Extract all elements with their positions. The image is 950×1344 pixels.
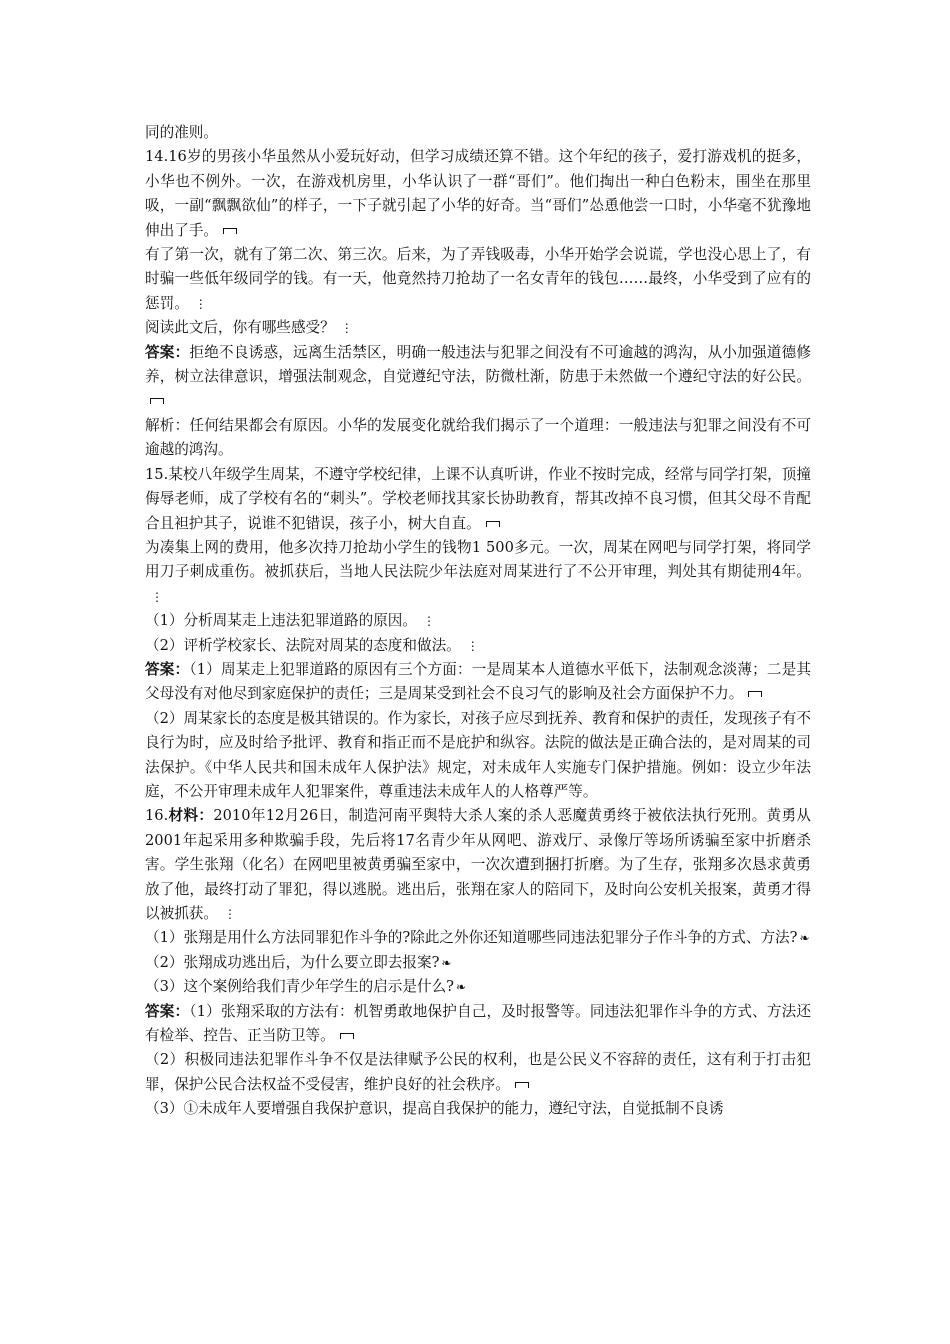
paragraph-text: （3）①未成年人要增强自我保护意识，提高自我保护的能力，遵纪守法，自觉抵制不良诱 (145, 1100, 724, 1118)
swirl-mark-icon: ❧ (799, 931, 810, 946)
paragraph (145, 926, 811, 950)
swirl-mark-icon: ❧ (456, 980, 467, 995)
paragraph-text: 2010年12月26日，制造河南平舆特大杀人案的杀人恶魔黄勇终于被依法执行死刑。黄勇从2001年起采用多种欺骗手段，先后将17名青少年从网吧、游戏厅、录像厅等场所诱骗至家中折磨杀害。学生张翔（化名）在网吧里被黄勇骗至家中，一次次遭到捆打折磨。为了生存，张翔多次恳求黄勇放了他，最终打动了罪犯，得以逃脱。逃出后，张翔在家人的陪同下，及时向公安机关报案，黄勇才得以被抓获。 (145, 807, 811, 922)
paragraph-hook-icon (486, 521, 500, 527)
vertical-ellipsis-icon: ⋮ (151, 589, 162, 604)
vertical-ellipsis-icon: ⋮ (223, 907, 235, 921)
paragraph-text: （1）周某走上犯罪道路的原因有三个方面：一是周某本人道德水平低下，法制观念淡薄；二是其父母没有对他尽到家庭保护的责任；三是周某受到社会不良习气的影响及社会方面保护不力。 (145, 660, 811, 703)
paragraph (145, 1000, 811, 1049)
paragraph (145, 609, 811, 633)
paragraph-text: 有了第一次，就有了第二次、第三次。后来，为了弄钱吸毒，小华开始学会说谎，学也没心思上了，有时骗一些低年级同学的钱。有一天，他竟然持刀抢劫了一名女青年的钱包……最终，小华受到了应有的惩罚。 (145, 246, 811, 312)
paragraph-text: （2）评析学校家长、法院对周某的态度和做法。 (145, 636, 461, 654)
paragraph-hook-icon (515, 1082, 529, 1088)
swirl-mark-icon: ❧ (441, 955, 452, 970)
paragraph (145, 121, 811, 145)
paragraph (145, 804, 811, 926)
vertical-ellipsis-icon: ⋮ (422, 614, 434, 629)
paragraph-text: 拒绝不良诱惑，远离生活禁区，明确一般违法与犯罪之间没有不可逾越的鸿沟，从小加强道德修养，树立法律意识，增强法制观念，自觉遵纪守法，防微杜渐，防患于未然做一个遵纪守法的好公民。 (145, 343, 811, 386)
paragraph (145, 414, 811, 463)
vertical-ellipsis-icon: ⋮ (340, 321, 352, 336)
paragraph (145, 243, 811, 316)
paragraph-hook-icon (223, 228, 237, 234)
paragraph-text: （2）张翔成功逃出后，为什么要立即去报案? (145, 953, 440, 971)
paragraph-text: （3）这个案例给我们青少年学生的启示是什么? (145, 978, 454, 996)
paragraph (145, 316, 811, 340)
vertical-ellipsis-icon: ⋮ (466, 638, 478, 653)
answer-label: 答案： (145, 1002, 190, 1020)
paragraph-text: （2）积极同违法犯罪作斗争不仅是法律赋予公民的权利，也是公民义不容辞的责任，这有利于打击犯罪，保护公民合法权益不受侵害，维护良好的社会秩序。 (145, 1051, 811, 1093)
paragraph (145, 1048, 811, 1097)
question-number: 16. (145, 807, 169, 825)
paragraph (145, 975, 811, 999)
paragraph-text: 解析：任何结果都会有原因。小华的发展变化就给我们揭示了一个道理：一般违法与犯罪之间没有不可逾越的鸿沟。 (145, 416, 811, 459)
paragraph (145, 145, 811, 243)
paragraph-text: （1）分析周某走上违法犯罪道路的原因。 (145, 612, 417, 630)
paragraph (145, 463, 811, 536)
answer-label: 材料： (168, 807, 214, 825)
paragraph (145, 951, 811, 975)
paragraph-text: （1）张翔采取的方法有：机智勇敢地保护自己，及时报警等。同违法犯罪作斗争的方式、方法还有检举、控告、正当防卫等。 (145, 1002, 811, 1045)
vertical-ellipsis-icon: ⋮ (194, 296, 206, 311)
paragraph-text: （2）周某家长的态度是极其错误的。作为家长，对孩子应尽到抚养、教育和保护的责任，发现孩子有不良行为时，应及时给予批评、教育和指正而不是庇护和纵容。法院的做法是正确合法的，是对周某的司法保护。《中华人民共和国未成年人保护法》规定，对未成年人实施专门保护措施。例如：设立少年法庭，不公开审理未成年人犯罪案件，尊重违法未成年人的人格尊严等。 (145, 709, 812, 800)
paragraph (145, 658, 811, 707)
paragraph (145, 536, 811, 609)
paragraph (145, 1097, 811, 1121)
paragraph-hook-icon (340, 1033, 354, 1039)
paragraph-hook-icon (150, 398, 164, 404)
document-page (145, 121, 811, 1122)
paragraph (145, 634, 811, 658)
answer-label: 答案： (145, 660, 190, 678)
paragraph-text: 为凑集上网的费用，他多次持刀抢劫小学生的钱物1 500多元。一次，周某在网吧与同学打架，将同学用刀子刺成重伤。被抓获后，当地人民法院少年法庭对周某进行了不公开审理，判处其有期徒刑4年。 (145, 538, 811, 581)
paragraph-text: 15.某校八年级学生周某，不遵守学校纪律，上课不认真听讲，作业不按时完成，经常与同学打架，顶撞侮辱老师，成了学校有名的“刺头”。学校老师找其家长协助教育，帮其改掉不良习惯，但其父母不肯配合且袒护其子，说谁不犯错误，孩子小，树大自直。 (145, 465, 811, 532)
paragraph-text: （1）张翔是用什么方法同罪犯作斗争的?除此之外你还知道哪些同违法犯罪分子作斗争的方式、方法? (145, 929, 798, 947)
answer-label: 答案： (145, 343, 190, 361)
paragraph-text: 同的准则。 (145, 124, 218, 141)
paragraph-text: 14.16岁的男孩小华虽然从小爱玩好动，但学习成绩还算不错。这个年纪的孩子，爱打游戏机的挺多，小华也不例外。一次，在游戏机房里，小华认识了一群“哥们”。他们掏出一种白色粉末，围坐在那里吸，一副“飘飘欲仙”的样子，一下子就引起了小华的好奇。当“哥们”怂恿他尝一口时，小华毫不犹豫地伸出了手。 (145, 148, 811, 239)
paragraph (145, 707, 811, 805)
paragraph-text: 阅读此文后，你有哪些感受？ (145, 319, 335, 337)
paragraph (145, 341, 811, 414)
paragraph-hook-icon (748, 691, 762, 697)
